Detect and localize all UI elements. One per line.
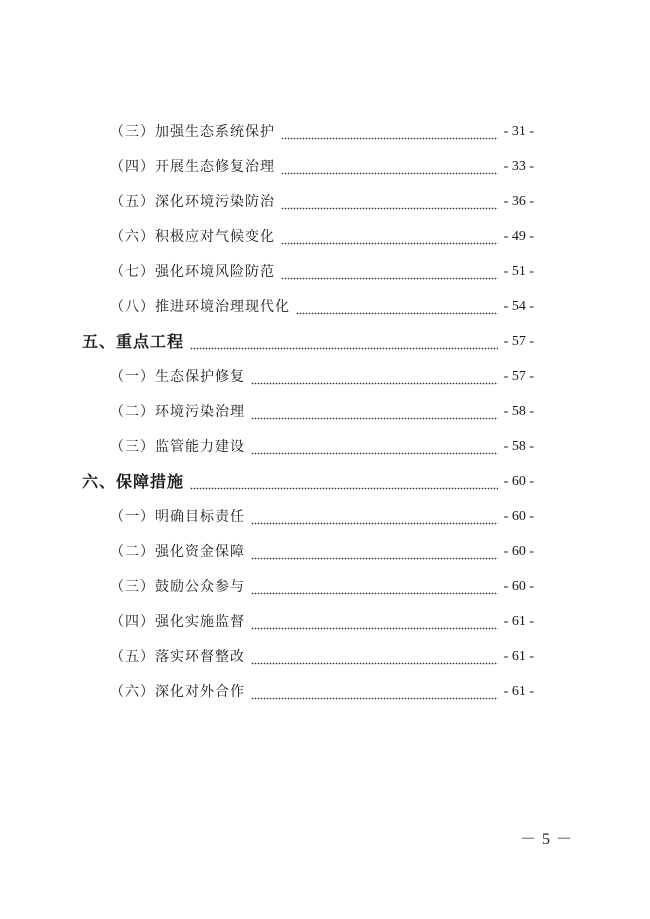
toc-entry-page: - 57 -: [503, 334, 534, 349]
toc-entry-page: - 57 -: [503, 369, 534, 384]
toc-entry[interactable]: [0, 258, 650, 282]
toc-entry-label: 六、保障措施: [82, 472, 185, 491]
toc-entry-page: - 58 -: [503, 404, 534, 419]
toc-entry-page: - 61 -: [503, 684, 534, 699]
toc-entry[interactable]: [0, 678, 650, 702]
toc-entry-page: - 31 -: [503, 124, 534, 139]
toc-entry[interactable]: [0, 608, 650, 632]
dot-leader: [190, 472, 498, 492]
toc-entry[interactable]: [0, 573, 650, 597]
dot-leader: [251, 402, 498, 422]
toc-entry[interactable]: [0, 363, 650, 387]
dot-leader: [251, 612, 498, 632]
toc-entry[interactable]: [0, 223, 650, 247]
toc-entry-label: （一）明确目标责任: [110, 509, 245, 525]
toc-entry-page: - 49 -: [503, 229, 534, 244]
toc-entry-label: （三）监管能力建设: [110, 439, 245, 455]
toc-entry-page: - 36 -: [503, 194, 534, 209]
toc-entry-page: - 60 -: [503, 474, 534, 489]
toc-entry-label: （六）深化对外合作: [110, 684, 245, 700]
toc-chapter-entry[interactable]: [0, 328, 650, 352]
toc-entry-page: - 60 -: [503, 509, 534, 524]
toc-entry-page: - 51 -: [503, 264, 534, 279]
dot-leader: [281, 157, 498, 177]
toc-entry[interactable]: [0, 118, 650, 142]
toc-entry-label: （五）深化环境污染防治: [110, 194, 275, 210]
toc-entry-label: 五、重点工程: [82, 332, 185, 351]
toc-entry-page: - 61 -: [503, 649, 534, 664]
page-number-footer: － 5 －: [520, 831, 574, 848]
dot-leader: [281, 262, 498, 282]
toc-entry-label: （二）强化资金保障: [110, 544, 245, 560]
dot-leader: [251, 367, 498, 387]
toc-entry[interactable]: [0, 643, 650, 667]
toc-entry-label: （六）积极应对气候变化: [110, 229, 275, 245]
toc-entry[interactable]: [0, 503, 650, 527]
dot-leader: [251, 682, 498, 702]
toc-entry-label: （四）强化实施监督: [110, 614, 245, 630]
dot-leader: [190, 332, 498, 352]
toc-entry-label: （一）生态保护修复: [110, 369, 245, 385]
dot-leader: [251, 507, 498, 527]
dot-leader: [281, 122, 498, 142]
toc-entry-page: - 61 -: [503, 614, 534, 629]
toc-entry[interactable]: [0, 398, 650, 422]
toc-entry[interactable]: [0, 293, 650, 317]
toc-entry-label: （七）强化环境风险防范: [110, 264, 275, 280]
toc-entry-label: （三）加强生态系统保护: [110, 124, 275, 140]
toc-entry-page: - 60 -: [503, 544, 534, 559]
toc-entry-page: - 54 -: [503, 299, 534, 314]
toc-chapter-entry[interactable]: [0, 468, 650, 492]
toc-entry[interactable]: [0, 538, 650, 562]
toc-entry[interactable]: [0, 153, 650, 177]
toc-entry-label: （八）推进环境治理现代化: [110, 299, 290, 315]
dot-leader: [281, 227, 498, 247]
toc-entry-page: - 58 -: [503, 439, 534, 454]
toc-entry[interactable]: [0, 433, 650, 457]
toc-entry-label: （四）开展生态修复治理: [110, 159, 275, 175]
dot-leader: [281, 192, 498, 212]
dot-leader: [251, 542, 498, 562]
toc-entry[interactable]: [0, 188, 650, 212]
toc-entry-label: （三）鼓励公众参与: [110, 579, 245, 595]
dot-leader: [251, 437, 498, 457]
toc-entry-page: - 60 -: [503, 579, 534, 594]
dot-leader: [251, 647, 498, 667]
toc-entry-page: - 33 -: [503, 159, 534, 174]
toc-entry-label: （二）环境污染治理: [110, 404, 245, 420]
toc-entry-label: （五）落实环督整改: [110, 649, 245, 665]
dot-leader: [251, 577, 498, 597]
dot-leader: [296, 297, 498, 317]
